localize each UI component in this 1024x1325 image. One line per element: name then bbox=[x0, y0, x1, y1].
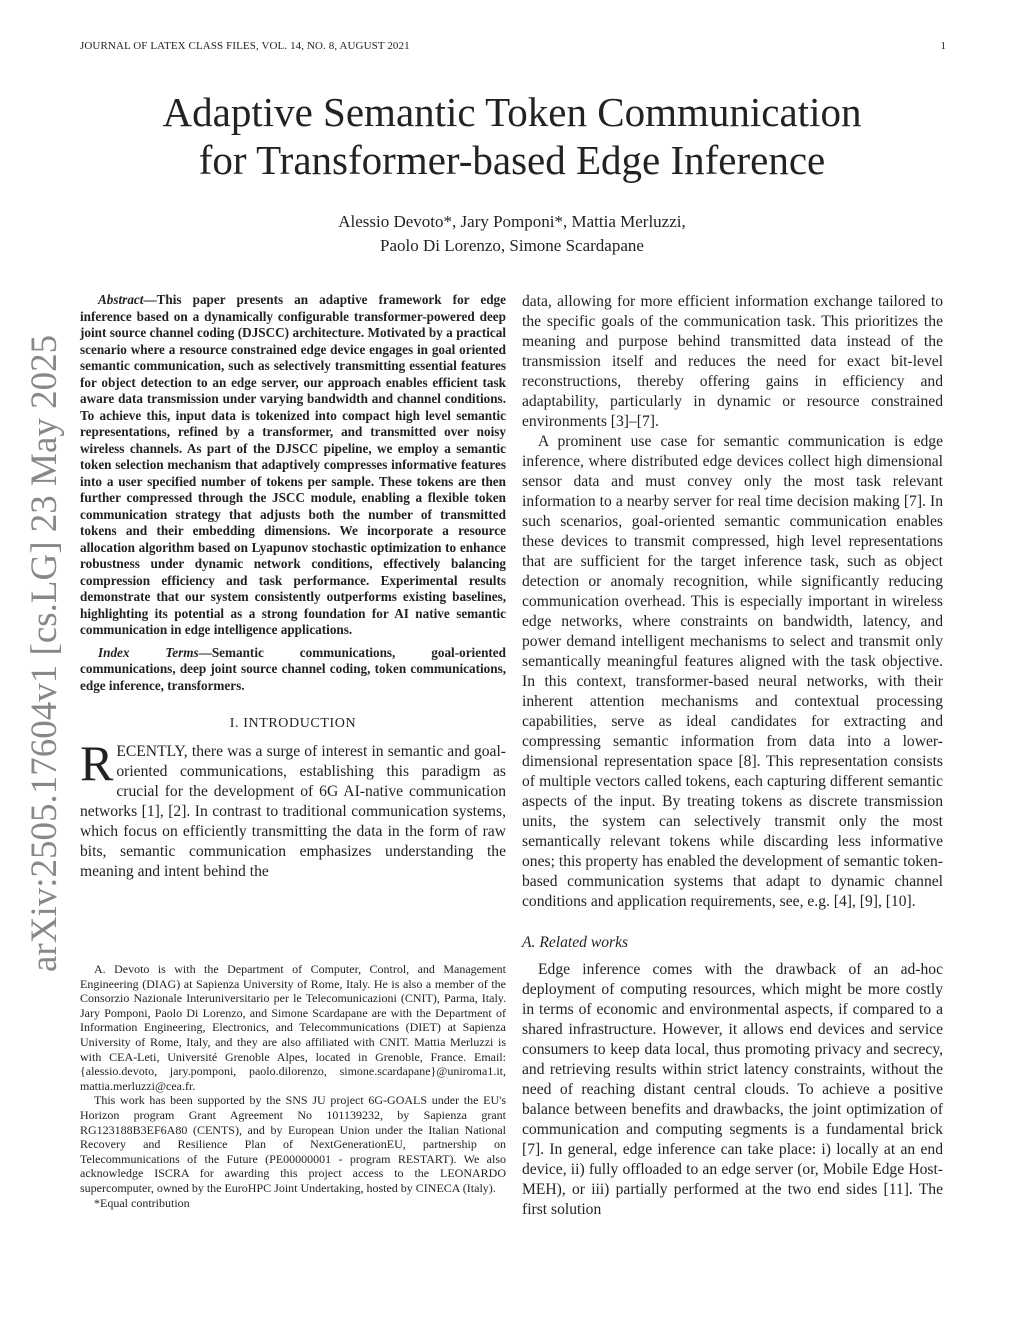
body-paragraph-1: data, allowing for more efficient information exchange tailored to the specific goals of the communication task. This prioritizes the meaning and purpose behind transmitted data instead of the transmission itself and reduces the need for exact bit-level reconstructions, thereby offering gains in efficiency and adaptability, particularly in dynamic or resource constrained environments [3]–[7]. bbox=[522, 293, 943, 430]
subsection-heading-related-works: A. Related works bbox=[522, 934, 629, 951]
body-paragraph-3: Edge inference comes with the drawback of an ad-hoc deployment of computing resources, which might be more costly in terms of economic and environmental aspects, if compared to a shared infrastructure. However, it allows end devices and service consumers to keep data local, thus promoting privacy and secrecy, and retrieving results within strict latency constraints, without the need of reaching distant central clouds. To achieve a positive balance between benefits and drawbacks, the joint optimization of communication and computing segments is a fundamental brick [7]. In general, edge inference can take place: i) locally at an end device, ii) fully offloaded to an edge server (or, Mobile Edge Host-MEH), or iii) partially performed at the two end sides [11]. The first solution bbox=[522, 961, 943, 1218]
right-column bbox=[522, 292, 943, 1220]
index-terms-label: Index Terms bbox=[98, 644, 199, 660]
abstract-text: —This paper presents an adaptive framework for edge inference based on a dynamically configurable transformer-powered deep joint source channel coding (DJSCC) architecture. Motivated by a practical scenario where a resource constrained edge device engages in goal oriented semantic communication, such as selectively transmitting essential features for object detection to an edge server, our approach enables efficient task aware data transmission under varying bandwidth and channel conditions. To achieve this, input data is tokenized into compact high level semantic representations, refined by a transformer, and transmitted over noisy wireless channels. As part of the DJSCC pipeline, we employ a semantic token selection mechanism that adaptively compresses informative features into a user specified number of tokens per sample. These tokens are then further compressed through the JSCC module, enabling a flexible token communication strategy that adjusts both the number of transmitted tokens and their embedding dimensions. We incorporate a resource allocation algorithm based on Lyapunov stochastic optimization to enhance robustness under dynamic network conditions, effectively balancing compression efficiency and task performance. Experimental results demonstrate that our system consistently outperforms existing baselines, highlighting its potential as a strong foundation for AI native semantic communication in edge intelligence applications. bbox=[80, 292, 506, 637]
intro-text: ECENTLY, there was a surge of interest in semantic and goal-oriented communications, establishing this paradigm as crucial for the development of 6G AI-native communication networks [1], [2]. In contrast to traditional communication systems, which focus on efficiently transmitting the data in the form of raw bits, semantic communication emphasizes understanding the meaning and intent behind the bbox=[80, 743, 506, 880]
left-column bbox=[80, 292, 506, 882]
title-line-2: for Transformer-based Edge Inference bbox=[198, 137, 826, 183]
page-number: 1 bbox=[940, 40, 946, 52]
drop-cap: R bbox=[80, 735, 114, 791]
paper-title bbox=[100, 88, 924, 184]
footnotes bbox=[80, 962, 506, 1210]
intro-paragraph bbox=[80, 735, 506, 882]
index-terms bbox=[80, 645, 506, 695]
body-paragraph-2: A prominent use case for semantic communication is edge inference, where distributed edge devices collect high dimensional sensor data and must convey only the most task relevant information to a nearby server for real time decision making [7]. In such scenarios, goal-oriented semantic communication enables these devices to transmit compressed, high level representations that are sufficient for the target inference task, such as object detection or anomaly recognition, while significantly reducing communication overhead. This is especially important in wireless edge networks, where constraints on bandwidth, latency, and power demand intelligent mechanisms to select and transmit only semantically meaningful features aligned with the task objective. In this context, transformer-based neural networks, with their inherent attention mechanisms and contextual processing capabilities, serve as ideal candidates for extracting and compressing semantic information from data into a lower-dimensional representation space [8]. This representation consists of multiple vectors called tokens, each capturing different semantic aspects of the input. By treating tokens as discrete transmission units, the system can selectively transmit only the most semantically relevant tokens while discarding less informative ones; this property has enabled the development of semantic token-based communication systems that adapt to dynamic channel conditions and application requirements, see, e.g. [4], [9], [10]. bbox=[522, 433, 943, 910]
index-terms-text: —Semantic communications, goal-oriented communications, deep joint source channel coding, token communications, edge inference, transformers. bbox=[80, 644, 506, 693]
author-list bbox=[200, 210, 824, 258]
authors-line-1: Alessio Devoto*, Jary Pomponi*, Mattia Merluzzi, bbox=[338, 212, 686, 231]
footnote-affiliations: A. Devoto is with the Department of Computer, Control, and Management Engineering (DIAG) at Sapienza University of Rome, Italy. He is also a member of the Consorzio Nazionale Interuniversitario per le Telecomunicazioni (CNIT), Parma, Italy. Jary Pomponi, Paolo Di Lorenzo, and Simone Scardapane are with the Department of Information Engineering, Electronics, and Telecommunications (DIET) at Sapienza University of Rome, Italy, and they are also affiliated with CNIT. Mattia Merluzzi is with CEA-Leti, Université Grenoble Alpes, located in Grenoble, France. Email:{alessio.devoto, jary.pomponi, paolo.dilorenzo, simone.scardapane}@uniroma1.it, mattia.merluzzi@cea.fr. bbox=[80, 962, 506, 1093]
footnote-equal-contribution: *Equal contribution bbox=[94, 1195, 190, 1210]
footnote-funding: This work has been supported by the SNS JU project 6G-GOALS under the EU's Horizon program Grant Agreement No 101139232, by Sapienza grant RG123188B3EF6A80 (CENTS), and by European Union under the Italian National Recovery and Resilience Plan of NextGenerationEU, partnership on Telecommunications of the Future (PE00000001 - program RESTART). We also acknowledge ISCRA for awarding this project access to the LEONARDO supercomputer, owned by the EuroHPC Joint Undertaking, hosted by CINECA (Italy). bbox=[80, 1093, 506, 1195]
journal-name: JOURNAL OF LATEX CLASS FILES, VOL. 14, NO. 8, AUGUST 2021 bbox=[80, 40, 410, 52]
abstract-label: Abstract bbox=[98, 292, 144, 307]
running-header bbox=[80, 40, 946, 60]
title-line-1: Adaptive Semantic Token Communication bbox=[162, 89, 862, 135]
authors-line-2: Paolo Di Lorenzo, Simone Scardapane bbox=[380, 236, 644, 255]
section-heading-introduction: I. INTRODUCTION bbox=[229, 716, 357, 731]
abstract bbox=[80, 292, 506, 639]
arxiv-identifier: arXiv:2505.17604v1 [cs.LG] 23 May 2025 bbox=[24, 334, 65, 972]
